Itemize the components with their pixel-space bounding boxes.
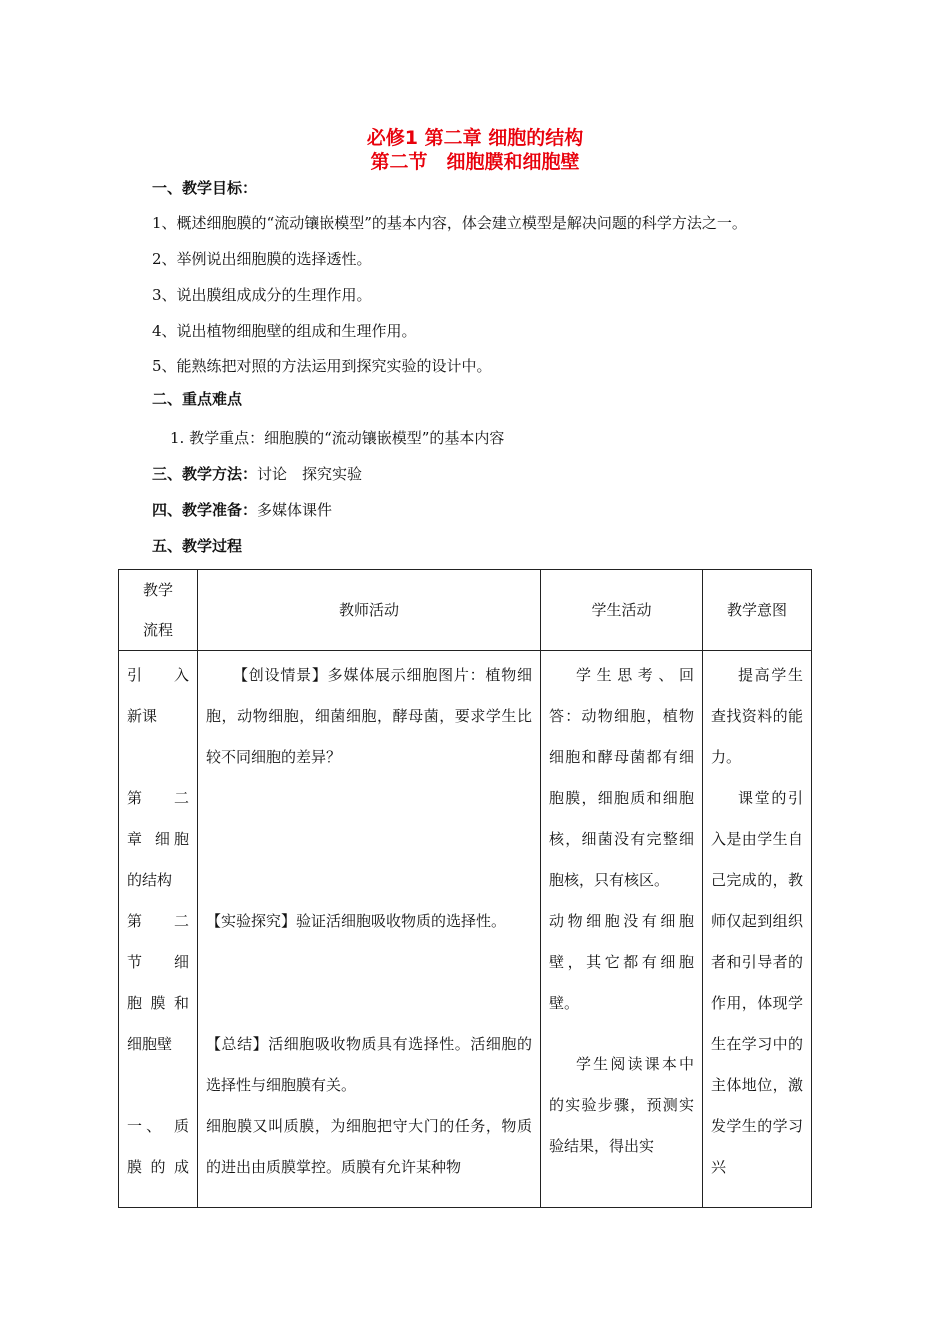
prep-heading: 四、教学准备： [152,501,258,519]
student-paragraph: 学生思考、回答：动物细胞，植物细胞和酵母菌都有细胞膜，细胞质和细胞核，细菌没有完整细胞核，只有核区。 [549,666,694,889]
intent-cell [703,651,812,1208]
intent-paragraph: 提高学生查找资料的能力。 [711,666,803,766]
table-header-row [119,570,812,651]
method-value: 讨论 探究实验 [257,465,363,483]
flow-line: 的结构 [127,871,173,889]
key-points-heading: 二、重点难点 [152,390,243,408]
flow-line: 章 细胞 [127,830,189,848]
student-cell [541,651,703,1208]
intent-paragraph: 课堂的引入是由学生自己完成的，教师仅起到组织者和引导者的作用，体现学生在学习中的主体地位，激发学生的学习兴 [711,789,803,1176]
flow-cell [119,651,198,1208]
document-subtitle: 第二节 细胞膜和细胞壁 [370,151,580,173]
flow-line: 节 细 [127,953,189,971]
table-row [119,651,812,1208]
prep-value: 多媒体课件 [257,501,333,519]
student-paragraph: 学生阅读课本中的实验步骤，预测实验结果，得出实 [549,1055,694,1155]
goals-heading: 一、教学目标： [152,179,258,197]
teacher-paragraph: 【总结】活细胞吸收物质具有选择性。活细胞的选择性与细胞膜有关。 [206,1035,532,1094]
header-flow [119,570,198,651]
student-paragraph: 动物细胞没有细胞壁，其它都有细胞壁。 [549,912,694,1012]
goal-item: 5、能熟练把对照的方法运用到探究实验的设计中。 [152,357,492,375]
flow-line: 引 入 [127,666,189,684]
method-line [152,463,362,485]
flow-line: 细胞壁 [127,1035,173,1053]
header-student: 学生活动 [541,570,703,651]
teacher-paragraph: 【实验探究】验证活细胞吸收物质的选择性。 [206,912,507,930]
teacher-cell [198,651,541,1208]
teacher-paragraph: 细胞膜又叫质膜，为细胞把守大门的任务，物质的进出由质膜掌控。质膜有允许某种物 [206,1117,532,1176]
flow-line: 胞 膜 和 [127,994,189,1012]
teacher-paragraph: 【创设情景】多媒体展示细胞图片：植物细胞，动物细胞，细菌细胞，酵母菌，要求学生比较不同细胞的差异？ [206,666,532,766]
goal-item: 4、说出植物细胞壁的组成和生理作用。 [152,322,417,340]
goal-item: 1、概述细胞膜的“流动镶嵌模型”的基本内容，体会建立模型是解决问题的科学方法之一。 [152,214,747,232]
flow-line: 膜 的 成 [127,1158,189,1176]
header-teacher: 教师活动 [198,570,541,651]
teaching-process-table [118,569,812,1208]
prep-line [152,499,332,521]
goal-item: 2、举例说出细胞膜的选择透性。 [152,250,372,268]
header-flow-line2: 流程 [142,621,173,639]
process-heading: 五、教学过程 [152,537,243,555]
header-intent: 教学意图 [703,570,812,651]
flow-line: 一、 质 [127,1117,189,1135]
flow-line: 第 二 [127,912,189,930]
key-point-item: 1. 教学重点：细胞膜的“流动镶嵌模型”的基本内容 [170,429,505,447]
document-title: 必修1 第二章 细胞的结构 [366,127,584,149]
goal-item: 3、说出膜组成成分的生理作用。 [152,286,372,304]
header-flow-line1: 教学 [142,581,173,599]
flow-line: 第 二 [127,789,189,807]
flow-line: 新课 [127,707,158,725]
method-heading: 三、教学方法： [152,465,258,483]
